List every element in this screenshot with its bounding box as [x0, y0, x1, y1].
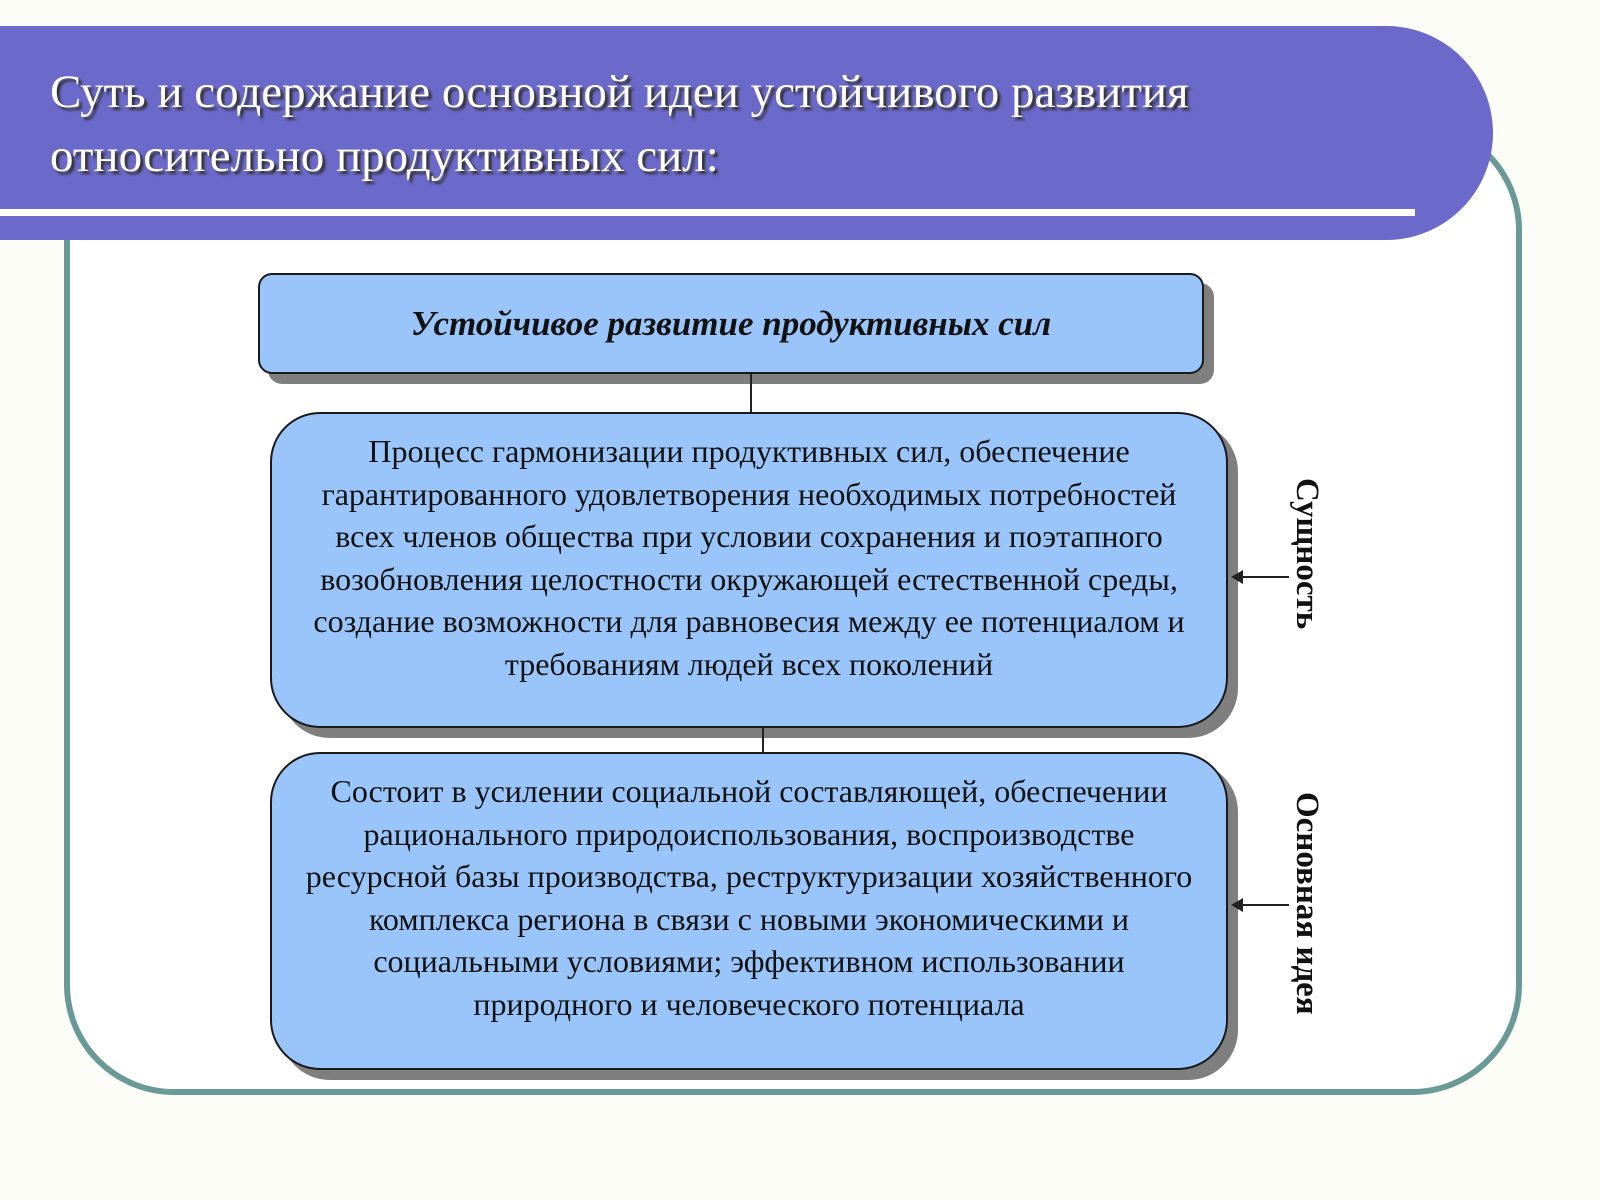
essence-box: Процесс гармонизации продуктивных сил, обеспечение гарантированного удовлетворения необходимых потребностей всех членов общества при условии сохранения и поэтапного возобновления целостности окружающей естественной среды, создание возможности для равновесия между ее потенциалом и требованиям людей всех поколений — [270, 412, 1228, 728]
main-idea-box: Состоит в усилении социальной составляющей, обеспечении рационального природоиспользования, воспроизводстве ресурсной базы производства, реструктуризации хозяйственного комплекса региона в связи с новыми экономическими и социальными условиями; эффективном использовании природного и человеческого потенциала — [270, 752, 1228, 1070]
slide-title: Суть и содержание основной идеи устойчивого развития относительно продуктивных сил: — [50, 66, 1189, 182]
main-idea-label: Основная идея — [1289, 792, 1325, 1015]
connector-top — [750, 374, 752, 412]
connector-middle — [762, 728, 764, 752]
title-underline — [0, 209, 1415, 216]
essence-label: Сущность — [1289, 478, 1325, 630]
essence-arrow — [1233, 576, 1289, 578]
main-idea-arrow — [1233, 904, 1289, 906]
top-box: Устойчивое развитие продуктивных сил — [258, 273, 1204, 374]
